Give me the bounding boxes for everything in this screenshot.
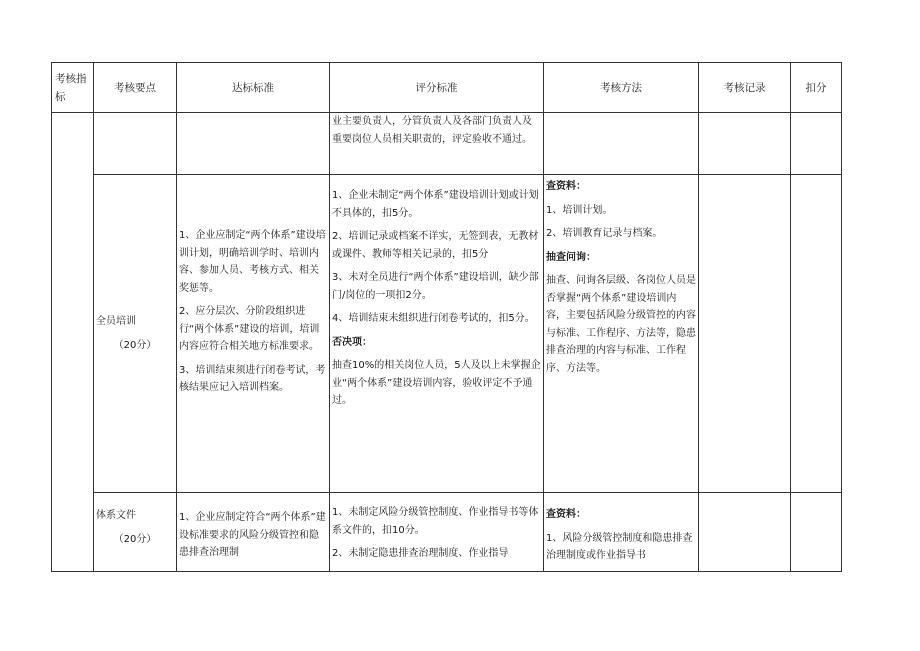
method-title: 查资料： [546,509,586,520]
key-point-name: 全员培训 [96,316,136,327]
scoring-cell [330,113,544,175]
record-cell [699,113,791,175]
scoring-text: 业主要负责人，分管负责人及各部门负责人及重要岗位人员相关职责的，评定验收不通过。 [332,116,532,145]
key-point-score: （20分） [113,339,157,351]
key-point-cell [94,493,177,572]
scoring-cell [330,493,544,572]
table-row-training [52,175,842,493]
standard-cell [177,175,330,493]
key-point-cell [94,113,177,175]
standard-cell [177,113,330,175]
header-record: 考核记录 [699,63,791,113]
key-point-score: （20分） [113,533,157,545]
scoring-item: 1、企业未制定“两个体系”建设培训计划或计划不具体的，扣5分。 [332,190,539,219]
record-cell [699,175,791,493]
key-point-name: 体系文件 [96,510,136,521]
method-title: 抽查问询： [546,251,596,263]
key-point-cell [94,175,177,493]
deduction-cell [791,493,842,572]
scoring-item: 3、未对全员进行“两个体系”建设培训，缺少部门/岗位的一项扣2分。 [332,272,539,301]
scoring-item: 2、未制定隐患排查治理制度、作业指导 [332,548,509,559]
standard-item: 1、企业应制定符合“两个体系”建设标准要求的风险分级管控和隐患排查治理制 [179,512,326,558]
header-scoring: 评分标准 [330,63,544,113]
header-deduction: 扣分 [791,63,842,113]
deduction-cell [791,175,842,493]
method-item: 1、风险分级管控制度和隐患排查治理制度或作业指导书 [546,532,693,561]
deduction-cell [791,113,842,175]
method-text: 抽查、问询各层级、各岗位人员是否掌握“两个体系”建设培训内容，主要包括风险分级管控的内容与标准、工作程序、方法等，隐患排查治理的内容与标准、工作程序、方法等。 [546,275,696,374]
standard-item: 3、培训结束须进行闭卷考试，考核结果应记入培训档案。 [179,364,326,393]
table-row-continued [52,113,842,175]
method-cell [544,113,699,175]
scoring-item: 1、未制定风险分级管控制度、作业指导书等体系文件的，扣10分。 [332,507,539,536]
header-standard: 达标标准 [177,63,330,113]
method-title: 查资料： [546,181,586,192]
table-row-system [52,493,842,572]
standard-item: 1、企业应制定“两个体系”建设培训计划，明确培训学时、培训内容、参加人员、考核方式、相关奖惩等。 [179,230,326,294]
scoring-item: 2、培训记录或档案不详实，无签到表，无教材或课件、教师等相关记录的，扣5分 [332,231,539,260]
assessment-table [51,62,842,572]
method-cell [544,493,699,572]
header-row [52,63,842,113]
record-cell [699,493,791,572]
header-indicator: 考核指标 [52,63,94,113]
indicator-cell [52,113,94,572]
method-cell [544,175,699,493]
method-item: 1、培训计划。 [546,204,613,216]
standard-item: 2、应分层次、分阶段组织进行“两个体系”建设的培训，培训内容应符合相关地方标准要求。 [179,306,320,352]
veto-title: 否决项： [332,336,372,348]
scoring-cell [330,175,544,493]
veto-text: 抽查10%的相关岗位人员，5人及以上未掌握企业“两个体系”建设培训内容，验收评定不予通过。 [332,360,541,406]
header-key-points: 考核要点 [94,63,177,113]
header-method: 考核方法 [544,63,699,113]
scoring-item: 4、培训结束未组织进行闭卷考试的，扣5分。 [332,313,535,324]
method-item: 2、培训教育记录与档案。 [546,228,663,239]
standard-cell [177,493,330,572]
